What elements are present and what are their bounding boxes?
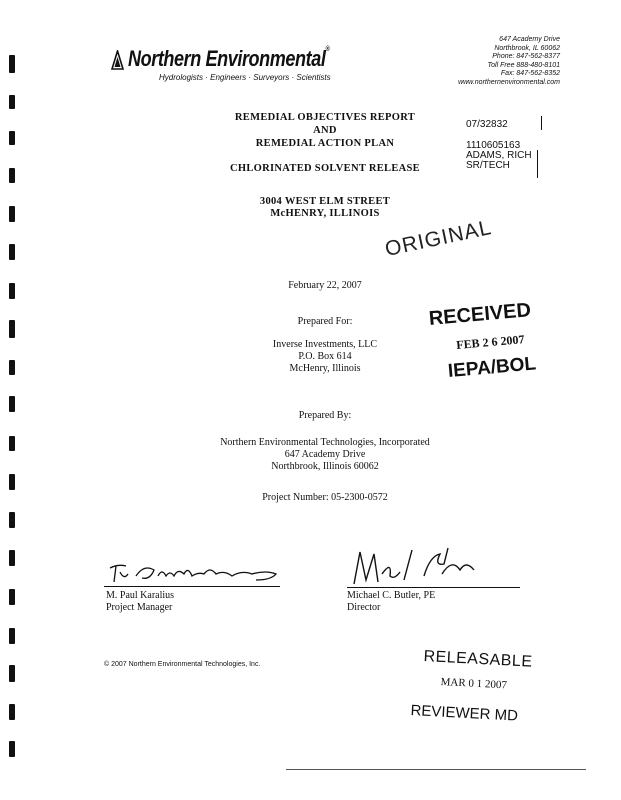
binder-mark — [9, 168, 15, 183]
site-city: McHENRY, ILLINOIS — [270, 208, 380, 219]
binder-mark — [9, 436, 15, 451]
prepared-for-line: McHenry, Illinois — [289, 363, 361, 374]
binder-mark — [9, 131, 15, 145]
prepared-by-line: Northbrook, Illinois 60062 — [271, 461, 379, 472]
label-edge — [537, 150, 538, 178]
original-stamp: ORIGINAL — [383, 215, 494, 262]
address-line: 647 Academy Drive — [499, 36, 560, 43]
binder-mark — [9, 320, 15, 338]
signatory-role: Director — [347, 602, 381, 613]
binder-mark — [9, 704, 15, 720]
received-stamp-title: RECEIVED — [427, 299, 532, 331]
filing-date: 07/32832 — [466, 119, 508, 130]
title-line: REMEDIAL ACTION PLAN — [255, 138, 395, 149]
releasable-stamp-date: MAR 0 1 2007 — [440, 676, 508, 692]
company-name: Northern Environmental — [128, 46, 326, 71]
title-line: CHLORINATED SOLVENT RELEASE — [230, 163, 420, 174]
signature-karalius — [106, 558, 282, 586]
binder-mark — [9, 206, 15, 222]
received-stamp-agency: IEPA/BOL — [447, 353, 537, 383]
address-line: Northbrook, IL 60062 — [494, 44, 560, 52]
label-edge — [541, 116, 542, 130]
copyright-notice: © 2007 Northern Environmental Technologies, Inc. — [104, 661, 261, 668]
company-address — [458, 36, 560, 88]
binder-mark — [9, 283, 15, 299]
prepared-by-line: 647 Academy Drive — [284, 449, 366, 460]
binder-mark — [9, 55, 15, 73]
releasable-stamp-title: RELEASABLE — [423, 648, 533, 671]
site-street: 3004 WEST ELM STREET — [259, 196, 391, 207]
binder-mark — [9, 589, 15, 605]
received-stamp-date: FEB 2 6 2007 — [455, 332, 525, 353]
binder-mark — [9, 550, 15, 566]
binder-mark — [9, 665, 15, 682]
signature-line — [347, 587, 520, 588]
prepared-for-line: P.O. Box 614 — [298, 351, 352, 362]
filing-dept: SR/TECH — [466, 160, 510, 171]
binder-mark — [9, 628, 15, 644]
title-line: AND — [313, 125, 337, 136]
title-line: REMEDIAL OBJECTIVES REPORT — [234, 112, 416, 123]
binder-mark — [9, 474, 15, 490]
company-tagline: Hydrologists · Engineers · Surveyors · Scientists — [159, 73, 331, 82]
report-date: February 22, 2007 — [288, 280, 362, 291]
filing-id: 1110605163 — [466, 140, 521, 151]
binder-mark — [9, 512, 15, 528]
address-line: Fax: 847-562-8352 — [500, 70, 560, 78]
signatory-role: Project Manager — [106, 602, 173, 613]
prepared-for-heading: Prepared For: — [297, 316, 353, 327]
address-line: Toll Free 888-480-8101 — [487, 61, 560, 69]
prepared-for-line: Inverse Investments, LLC — [272, 339, 378, 350]
project-number: Project Number: 05-2300-0572 — [262, 492, 388, 503]
scan-edge-line — [286, 769, 586, 770]
prepared-by-heading: Prepared By: — [298, 410, 352, 421]
company-logo-icon — [111, 50, 124, 70]
binder-mark — [9, 741, 15, 757]
signature-line — [104, 586, 280, 587]
binder-mark — [9, 360, 15, 375]
prepared-by-line: Northern Environmental Technologies, Incorporated — [220, 437, 430, 448]
address-line: www.northernenvironmental.com — [458, 78, 560, 86]
binder-mark — [9, 396, 15, 412]
reviewer-stamp: REVIEWER MD — [410, 702, 519, 725]
filing-name: ADAMS, RICH — [466, 150, 532, 161]
address-line: Phone: 847-562-8377 — [492, 53, 560, 61]
signature-butler — [344, 546, 520, 588]
binder-mark — [9, 244, 15, 260]
signatory-name: Michael C. Butler, PE — [347, 590, 436, 601]
signatory-name: M. Paul Karalius — [106, 590, 175, 601]
trademark-mark: ® — [325, 46, 330, 53]
binder-mark — [9, 95, 15, 109]
